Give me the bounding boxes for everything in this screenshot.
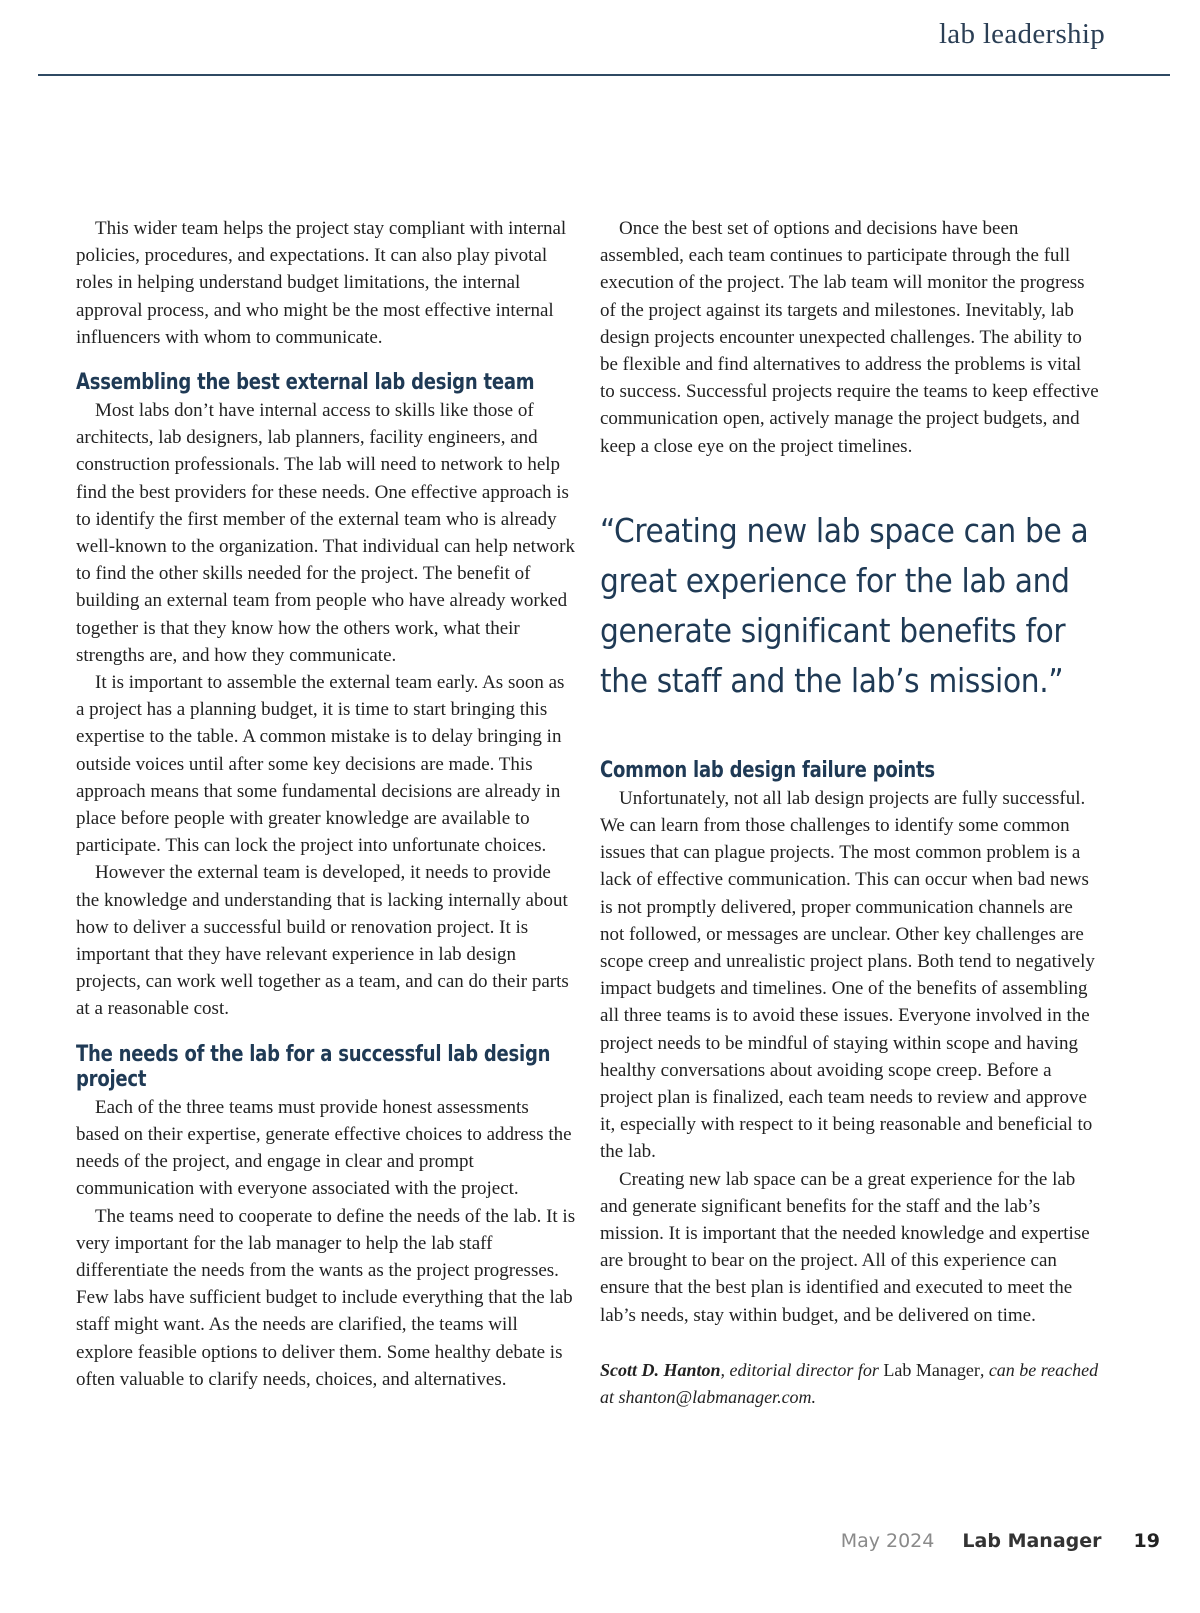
needs-paragraph-1: Each of the three teams must provide honest assessments based on their expertise, generate effective choices to address the needs of the project, and engage in clear and prompt communication with everyone associated with the project. xyxy=(76,1096,572,1200)
heading-external-team: Assembling the best external lab design team xyxy=(76,370,535,396)
page-number: 19 xyxy=(1133,1530,1160,1552)
external-paragraph-2: It is important to assemble the external team early. As soon as a project has a planning budget, it is time to start bringing this expertise to the table. A common mistake is to delay bringing in outside voices until after some key decisions are made. This approach means that some fundamental decisions are already in place before people with greater knowledge are available to participate. This can lock the project into unfortunate choices. xyxy=(76,672,565,857)
section-label: lab leadership xyxy=(938,18,1105,50)
publication-name: Lab Manager xyxy=(883,1359,980,1380)
magazine-name: Lab Manager xyxy=(962,1530,1102,1552)
failure-paragraph-2: Creating new lab space can be a great experience for the lab and generate significant benefits for the staff and the lab’s mission. It is important that the needed knowledge and expertise are brought to bear on the project. All of this experience can ensure that the best plan is identified and executed to meet the lab’s needs, stay within budget, and be delivered on time. xyxy=(600,1168,1090,1326)
left-column xyxy=(76,215,576,1393)
author-contact: , can be reached at shanton@labmanager.com. xyxy=(600,1359,1099,1407)
needs-paragraph-2: The teams need to cooperate to define the needs of the lab. It is very important for the lab manager to help the lab staff differentiate the needs from the wants as the project progresses. Few labs have sufficient budget to include everything that the lab staff might want. As the needs are clarified, the teams will explore feasible options to deliver them. Some healthy debate is often valuable to clarify needs, choices, and alternatives. xyxy=(76,1205,576,1390)
external-paragraph-3: However the external team is developed, it needs to provide the knowledge and understanding that is lacking internally about how to deliver a successful build or renovation project. It is important that they have relevant experience in lab design projects, can work well together as a team, and can do their parts at a reasonable cost. xyxy=(76,862,569,1020)
right-column xyxy=(600,215,1100,1411)
external-paragraph-1: Most labs don’t have internal access to skills like those of architects, lab designers, lab planners, facility engineers, and construction professionals. The lab will need to network to help find the best providers for these needs. One effective approach is to identify the first member of the external team who is already well-known to the organization. That individual can help network to find the other skills needed for the project. The benefit of building an external team from people who have already worked together is that they know how the others work, what their strengths are, and how they communicate. xyxy=(76,400,575,666)
author-name: Scott D. Hanton xyxy=(600,1359,721,1380)
issue-date: May 2024 xyxy=(840,1530,935,1552)
author-byline xyxy=(600,1357,1100,1411)
execution-paragraph: Once the best set of options and decisions have been assembled, each team continues to participate through the full execution of the project. The lab team will monitor the progress of the project against its targets and milestones. Inevitably, lab design projects encounter unexpected challenges. The ability to be flexible and find alternatives to address the problems is vital to success. Successful projects require the teams to keep effective communication open, actively manage the project budgets, and keep a close eye on the project timelines. xyxy=(600,218,1099,457)
heading-lab-needs: The needs of the lab for a successful lab design project xyxy=(76,1041,551,1092)
page-footer xyxy=(841,1530,1160,1552)
pull-quote: “Creating new lab space can be a great experience for the lab and generate significant benefits for the staff and the lab’s mission.” xyxy=(600,510,1089,700)
heading-failure-points: Common lab design failure points xyxy=(600,757,935,783)
header-rule xyxy=(38,74,1170,76)
failure-paragraph-1: Unfortunately, not all lab design projects are fully successful. We can learn from those challenges to identify some common issues that can plague projects. The most common problem is a lack of effective communication. This can occur when bad news is not promptly delivered, proper communication channels are not followed, or messages are unclear. Other key challenges are scope creep and unrealistic project plans. Both tend to negatively impact budgets and timelines. One of the benefits of assembling all three teams is to avoid these issues. Everyone involved in the project needs to be mindful of staying within scope and having healthy conversations about avoiding scope creep. Before a project plan is finalized, each team needs to review and approve it, especially with respect to it being reasonable and beneficial to the lab. xyxy=(600,787,1095,1163)
intro-paragraph: This wider team helps the project stay compliant with internal policies, procedures, and expectations. It can also play pivotal roles in helping understand budget limitations, the internal approval process, and who might be the most effective internal influencers with whom to communicate. xyxy=(76,218,567,348)
author-role: , editorial director for xyxy=(720,1359,884,1380)
